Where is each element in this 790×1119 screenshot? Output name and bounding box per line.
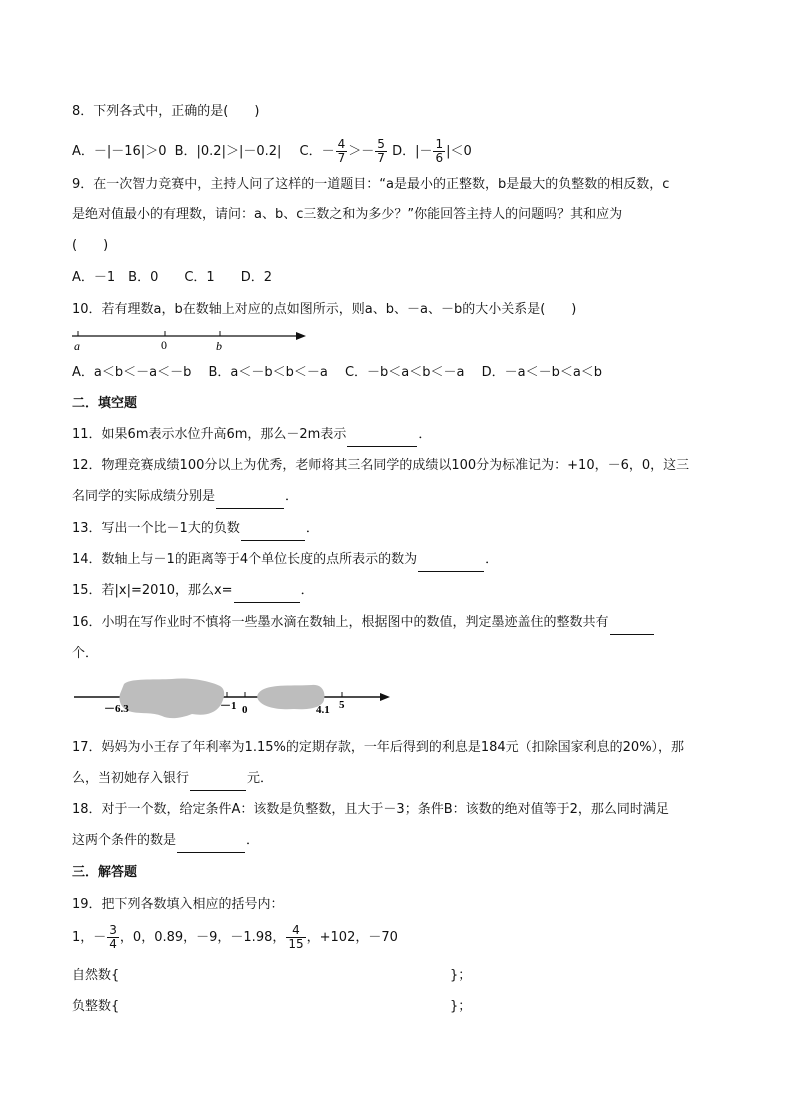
q15-end: ． (300, 583, 314, 598)
q17-line-2-pre: 么，当初她存入银行 (72, 771, 190, 786)
q19-set-negative-integer-input[interactable] (124, 995, 442, 1017)
q15 (72, 582, 314, 603)
q10-label-b: b (216, 339, 222, 353)
q8-option-a: A．－|－16|＞0 (72, 144, 167, 159)
q16-line-1-text: 16．小明在写作业时不慎将一些墨水滴在数轴上，根据图中的数值，判定墨迹盖住的整数共有 (72, 615, 609, 630)
q16-line-2: 个． (72, 646, 99, 661)
q17-answer-blank[interactable] (190, 772, 246, 791)
q16-label-p41: 4.1 (316, 704, 330, 716)
q16-line-1 (72, 614, 655, 635)
section-2-heading: 二．填空题 (72, 396, 138, 411)
q16-answer-blank[interactable] (610, 616, 654, 635)
q10-label-zero: 0 (161, 338, 167, 352)
q14-end: ． (485, 552, 499, 567)
q11-text: 11．如果6m表示水位升高6m，那么－2m表示 (72, 427, 347, 442)
q16-label-zero: 0 (242, 704, 248, 716)
q18-line-1: 18．对于一个数，给定条件A：该数是负整数，且大于－3；条件B：该数的绝对值等于2，那么同时满足 (72, 802, 669, 817)
q12-line-2 (72, 488, 298, 509)
q8-option-d-suffix: |＜0 (446, 144, 472, 159)
q8-option-d-prefix: D．|－ (392, 144, 433, 159)
q17-line-2 (72, 770, 273, 791)
q8-options (72, 138, 472, 165)
q8-option-c-fraction-2: $\frac{5}{7}$ (377, 137, 385, 165)
q16-label-neg1: －1 (220, 700, 237, 712)
section-3-heading: 三．解答题 (72, 865, 138, 880)
q8-option-c-mid: ＞－ (348, 144, 375, 159)
q11 (72, 426, 431, 447)
q10-number-line (70, 326, 310, 354)
q19-nums-2: ，0，0.89，－9，－1.98， (119, 930, 286, 945)
q19-fraction-2: $\frac{4}{15}$ (288, 923, 304, 951)
ink-blot-right (257, 685, 324, 709)
q18-answer-blank[interactable] (177, 834, 245, 853)
q19-number-list (72, 924, 398, 952)
q12-line-2-text: 名同学的实际成绩分别是 (72, 489, 216, 504)
q19-nums-3: ，+102，－70 (306, 930, 398, 945)
q19-set-natural-end: }； (450, 968, 472, 983)
q8-option-b: B．|0.2|＞|－0.2| (174, 144, 282, 159)
q16-axis-arrow (380, 693, 390, 701)
q19-set-negative-integer (72, 998, 119, 1016)
q12-line-1: 12．物理竞赛成绩100分以上为优秀，老师将其三名同学的成绩以100分为标准记为：+10，－6，0，这三 (72, 458, 690, 473)
q14-text: 14．数轴上与－1的距离等于4个单位长度的点所表示的数为 (72, 552, 418, 567)
q19-set-natural-input[interactable] (124, 964, 442, 986)
q8-option-c-fraction-1: $\frac{4}{7}$ (337, 137, 346, 165)
q8-option-d (392, 137, 472, 165)
q18-line-2-text: 这两个条件的数是 (72, 833, 177, 848)
q14-answer-blank[interactable] (418, 553, 484, 572)
q16-label-five: 5 (339, 699, 345, 711)
q19-set-negative-integer-label: 负整数{ (72, 999, 120, 1014)
q19-set-natural-label: 自然数{ (72, 968, 120, 983)
q9-line-3: ( ) (72, 238, 109, 253)
q10-label-a: a (74, 339, 80, 353)
q9-options: A．－1 B．0 C．1 D．2 (72, 270, 272, 285)
q13-end: ． (305, 521, 319, 536)
q17-line-2-post: 元． (247, 771, 274, 786)
q11-end: ． (418, 427, 432, 442)
q16-number-line (72, 676, 396, 722)
ink-blot-left (120, 678, 225, 718)
q13 (72, 520, 319, 541)
q19-stem: 19．把下列各数填入相应的括号内： (72, 897, 284, 912)
q13-text: 13．写出一个比－1大的负数 (72, 521, 240, 536)
q9-line-1: 9．在一次智力竞赛中，主持人问了这样的一道题目：“a是最小的正整数，b是最大的负整数的相反数，c (72, 177, 670, 192)
q19-set-natural (72, 967, 119, 985)
q10-options: A．a＜b＜－a＜－b B．a＜－b＜b＜－a C．－b＜a＜b＜－a D．－a＜－b＜a＜b (72, 365, 603, 380)
q17-line-1: 17．妈妈为小王存了年利率为1.15%的定期存款，一年后得到的利息是184元（扣除国家利息的20%），那 (72, 740, 685, 755)
q8-option-c (299, 137, 393, 165)
q19-set-negative-integer-end: }； (450, 999, 472, 1014)
q14 (72, 551, 498, 572)
q10-axis-arrow (296, 332, 306, 340)
q8-option-d-fraction: $\frac{1}{6}$ (435, 137, 444, 165)
q12-end: ． (285, 489, 299, 504)
q15-answer-blank[interactable] (234, 584, 300, 603)
q9-line-2: 是绝对值最小的有理数，请问：a、b、c三数之和为多少？”你能回答主持人的问题吗？其和应为 (72, 207, 623, 222)
q18-line-2 (72, 832, 259, 853)
q16-label-neg63: －6.3 (104, 703, 129, 715)
q19-nums-1: 1，－ (72, 930, 107, 945)
q12-answer-blank[interactable] (216, 490, 284, 509)
q18-end: ． (246, 833, 260, 848)
q13-answer-blank[interactable] (241, 522, 305, 541)
q11-answer-blank[interactable] (347, 428, 417, 447)
q15-text: 15．若|x|=2010，那么x= (72, 583, 233, 598)
q8-option-c-prefix: C．－ (299, 144, 335, 159)
q19-fraction-1: $\frac{3}{4}$ (109, 923, 117, 951)
q8-stem: 8．下列各式中，正确的是( ) (72, 104, 260, 119)
q10-stem: 10．若有理数a，b在数轴上对应的点如图所示，则a、b、－a、－b的大小关系是( ) (72, 302, 577, 317)
